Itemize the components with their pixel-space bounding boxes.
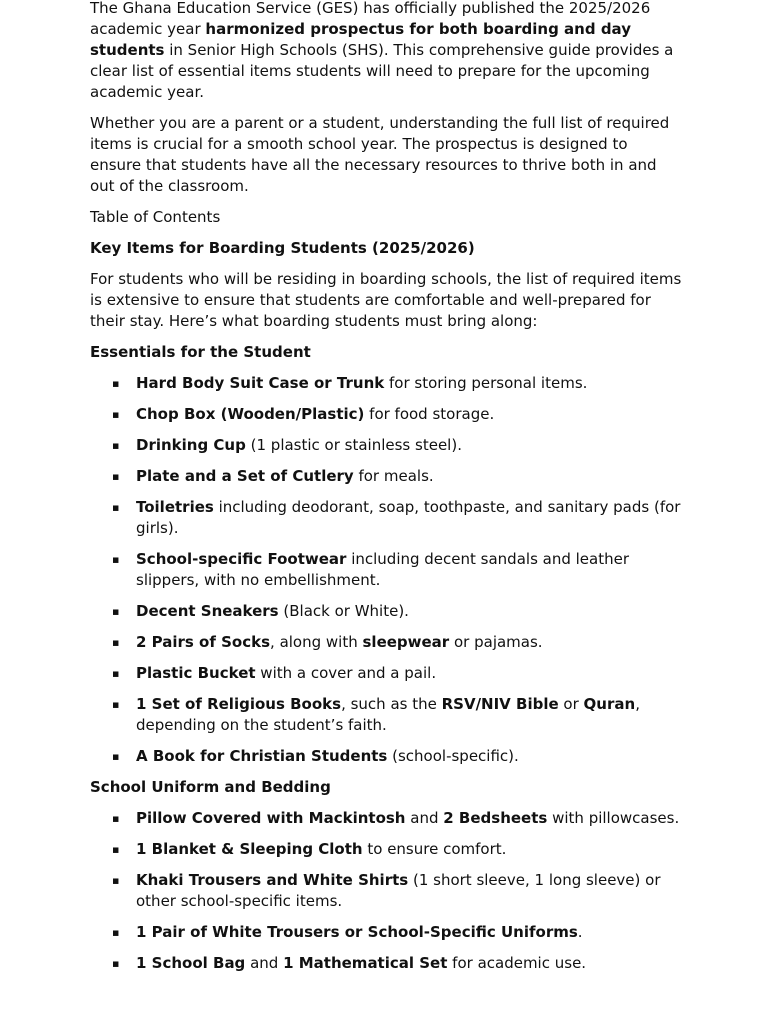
item-desc-2: or pajamas. <box>449 633 543 651</box>
item-name: Toiletries <box>136 498 214 516</box>
item-name: A Book for Christian Students <box>136 747 388 765</box>
item-name: 1 Set of Religious Books <box>136 695 342 713</box>
bullet-icon: ▪ <box>112 377 120 390</box>
intro-text-end: in Senior High Schools (SHS). This comprehensive guide provides a clear list of essential items students will need to prepare for the upcoming academic year. <box>90 41 674 101</box>
item-desc: including decent sandals and leather slippers, with no embellishment. <box>136 550 630 589</box>
list-item <box>90 373 682 394</box>
list-item <box>90 694 682 736</box>
list-item <box>90 435 682 456</box>
item-desc: and <box>405 809 444 827</box>
item-desc-3: , depending on the student’s faith. <box>136 695 640 734</box>
item-name: 1 Blanket & Sleeping Cloth <box>136 840 363 858</box>
list-item <box>90 404 682 425</box>
list-item <box>90 632 682 653</box>
boarding-heading: Key Items for Boarding Students (2025/2026) <box>90 239 475 257</box>
bullet-icon: ▪ <box>112 408 120 421</box>
item-name: Pillow Covered with Mackintosh <box>136 809 406 827</box>
item-name: Drinking Cup <box>136 436 246 454</box>
item-desc-2: or <box>558 695 584 713</box>
item-desc: (school-specific). <box>387 747 519 765</box>
item-name-3: Quran <box>583 695 636 713</box>
list-item <box>90 746 682 767</box>
table-of-contents-toggle[interactable]: Table of Contents <box>90 208 221 226</box>
item-desc-2: for academic use. <box>447 954 587 972</box>
uniform-list <box>90 808 682 974</box>
bullet-icon: ▪ <box>112 957 120 970</box>
list-item <box>90 497 682 539</box>
intro-text: The Ghana Education Service (GES) has officially published the 2025/2026 academic year <box>90 0 651 38</box>
list-item <box>90 808 682 829</box>
bullet-icon: ▪ <box>112 698 120 711</box>
list-item <box>90 839 682 860</box>
item-name-2: sleepwear <box>362 633 450 651</box>
bullet-icon: ▪ <box>112 501 120 514</box>
item-name: Hard Body Suit Case or Trunk <box>136 374 385 392</box>
item-name: Plate and a Set of Cutlery <box>136 467 354 485</box>
intro-emphasis: harmonized prospectus for both boarding and day students <box>90 20 631 59</box>
bullet-icon: ▪ <box>112 812 120 825</box>
list-item <box>90 601 682 622</box>
bullet-icon: ▪ <box>112 843 120 856</box>
bullet-icon: ▪ <box>112 750 120 763</box>
list-item <box>90 922 682 943</box>
item-name: 1 School Bag <box>136 954 246 972</box>
boarding-intro-paragraph: For students who will be residing in boarding schools, the list of required items is extensive to ensure that students are comfortable and well-prepared for their stay. Here’s what boarding students must bring along: <box>90 270 682 330</box>
bullet-icon: ▪ <box>112 667 120 680</box>
intro-paragraph <box>90 0 682 103</box>
list-item <box>90 870 682 912</box>
uniform-heading: School Uniform and Bedding <box>90 778 331 796</box>
audience-paragraph: Whether you are a parent or a student, understanding the full list of required items is crucial for a smooth school year. The prospectus is designed to ensure that students have all the necessary resources to thrive both in and out of the classroom. <box>90 114 670 195</box>
item-desc: with a cover and a pail. <box>255 664 437 682</box>
bullet-icon: ▪ <box>112 553 120 566</box>
bullet-icon: ▪ <box>112 636 120 649</box>
item-name: 2 Pairs of Socks <box>136 633 271 651</box>
item-desc: for storing personal items. <box>384 374 588 392</box>
bullet-icon: ▪ <box>112 470 120 483</box>
item-name-2: RSV/NIV Bible <box>441 695 559 713</box>
essentials-list <box>90 373 682 767</box>
item-desc-2: with pillowcases. <box>547 809 680 827</box>
item-name: Chop Box (Wooden/Plastic) <box>136 405 365 423</box>
item-name: Plastic Bucket <box>136 664 256 682</box>
article-body <box>90 0 682 984</box>
list-item <box>90 466 682 487</box>
list-item <box>90 663 682 684</box>
item-desc: (1 short sleeve, 1 long sleeve) or other school-specific items. <box>136 871 661 910</box>
item-name: Khaki Trousers and White Shirts <box>136 871 409 889</box>
item-name-2: 1 Mathematical Set <box>283 954 448 972</box>
bullet-icon: ▪ <box>112 874 120 887</box>
item-desc: , such as the <box>341 695 442 713</box>
item-name-2: 2 Bedsheets <box>443 809 548 827</box>
bullet-icon: ▪ <box>112 605 120 618</box>
item-name: 1 Pair of White Trousers or School-Specific Uniforms <box>136 923 578 941</box>
list-item <box>90 953 682 974</box>
item-desc: for food storage. <box>364 405 495 423</box>
item-desc: including deodorant, soap, toothpaste, and sanitary pads (for girls). <box>136 498 681 537</box>
item-desc: , along with <box>270 633 363 651</box>
item-desc: . <box>577 923 583 941</box>
bullet-icon: ▪ <box>112 926 120 939</box>
item-name: Decent Sneakers <box>136 602 279 620</box>
item-desc: (Black or White). <box>278 602 409 620</box>
item-desc: to ensure comfort. <box>362 840 507 858</box>
item-desc: for meals. <box>353 467 434 485</box>
item-desc: and <box>245 954 284 972</box>
list-item <box>90 549 682 591</box>
item-name: School-specific Footwear <box>136 550 347 568</box>
bullet-icon: ▪ <box>112 439 120 452</box>
essentials-heading: Essentials for the Student <box>90 343 311 361</box>
item-desc: (1 plastic or stainless steel). <box>245 436 462 454</box>
